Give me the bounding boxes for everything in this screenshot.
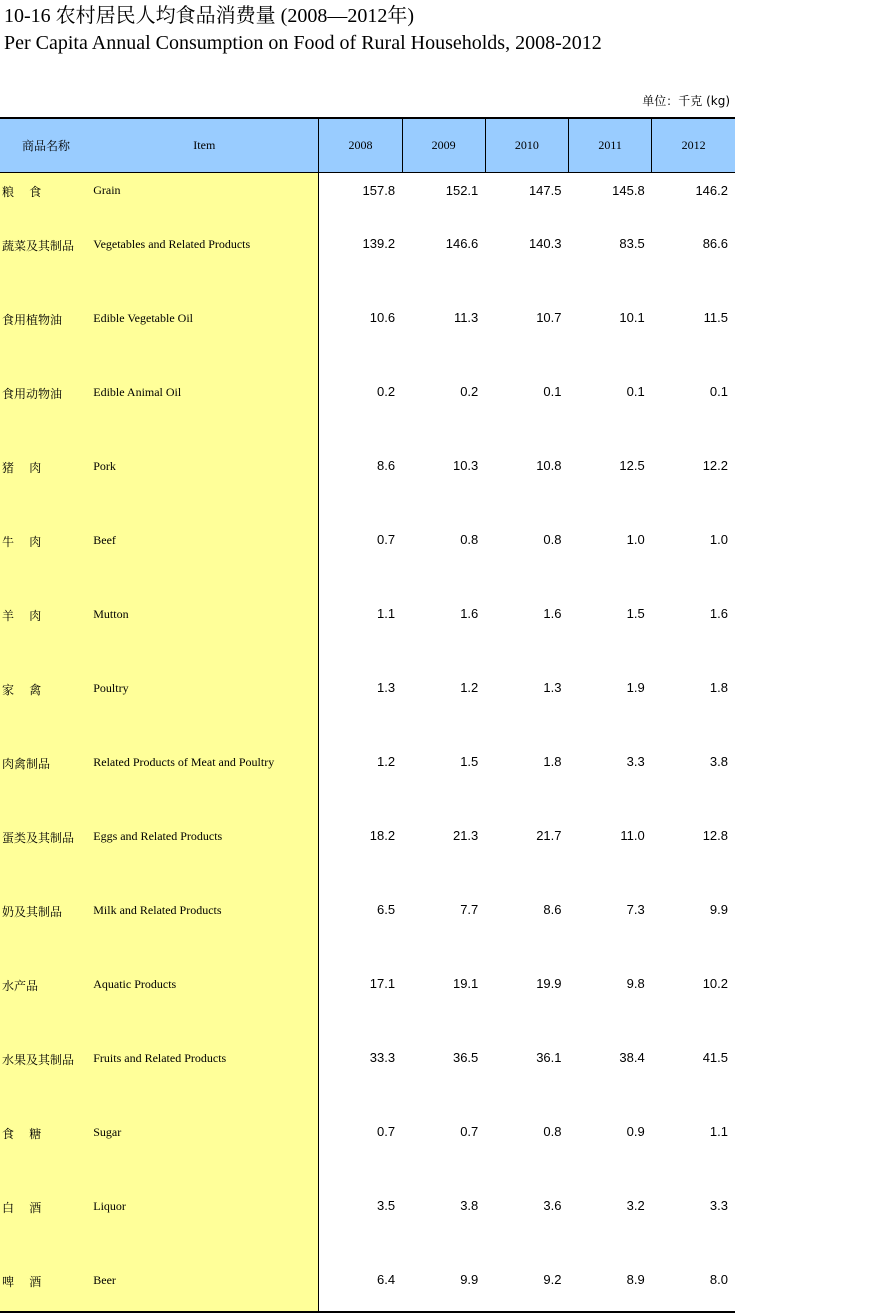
item-name-en: Edible Animal Oil	[90, 375, 319, 449]
table-row	[0, 819, 735, 893]
value-cell: 1.6	[460, 605, 479, 621]
header-year: 2008	[319, 118, 402, 172]
value-cell: 9.8	[626, 975, 645, 991]
value-cell: 1.6	[709, 605, 728, 621]
value-cell: 0.2	[376, 383, 396, 399]
item-name-cn: 水果及其制品	[0, 1041, 90, 1115]
item-name-en: Aquatic Products	[90, 967, 319, 1041]
item-name-cn: 啤 酒	[0, 1263, 90, 1312]
value-cell: 7.3	[626, 901, 645, 917]
table-row	[0, 375, 735, 449]
header-year: 2010	[485, 118, 568, 172]
item-name-en: Grain	[90, 172, 319, 227]
value-cell: 3.8	[709, 753, 728, 769]
food-consumption-table	[0, 117, 735, 1313]
value-cell: 0.7	[376, 1123, 396, 1139]
value-cell: 11.5	[703, 309, 728, 325]
item-name-en: Beef	[90, 523, 319, 597]
value-cell: 145.8	[612, 182, 645, 198]
table-row	[0, 671, 735, 745]
value-cell: 8.0	[652, 1263, 735, 1312]
value-cell: 10.7	[536, 309, 562, 325]
value-cell: 1.8	[543, 753, 562, 769]
value-cell: 1.2	[376, 753, 396, 769]
value-cell: 140.3	[528, 235, 562, 251]
value-cell: 21.7	[536, 827, 562, 843]
item-name-en: Milk and Related Products	[90, 893, 319, 967]
item-name-en: Liquor	[90, 1189, 319, 1263]
value-cell: 0.1	[709, 383, 728, 399]
header-item-en: Item	[90, 118, 319, 172]
item-name-en: Eggs and Related Products	[90, 819, 319, 893]
value-cell: 8.9	[569, 1263, 652, 1312]
value-cell: 3.2	[626, 1197, 645, 1213]
item-name-cn: 蛋类及其制品	[0, 819, 90, 893]
item-name-en: Vegetables and Related Products	[90, 227, 319, 301]
item-name-cn: 牛 肉	[0, 523, 90, 597]
table-row	[0, 523, 735, 597]
value-cell: 36.5	[452, 1049, 479, 1065]
header-item-cn: 商品名称	[0, 118, 90, 172]
value-cell: 157.8	[362, 182, 396, 198]
table-row	[0, 745, 735, 819]
value-cell: 17.1	[369, 975, 396, 991]
value-cell: 0.7	[376, 531, 396, 547]
item-name-cn: 水产品	[0, 967, 90, 1041]
value-cell: 8.6	[543, 901, 562, 917]
item-name-cn: 肉禽制品	[0, 745, 90, 819]
value-cell: 152.1	[445, 182, 479, 198]
unit-label: 单位：千克 (kg)	[642, 94, 730, 108]
value-cell: 11.3	[453, 309, 479, 325]
value-cell: 10.1	[619, 309, 645, 325]
header-year: 2011	[569, 118, 652, 172]
table-row	[0, 893, 735, 967]
value-cell: 19.9	[536, 975, 562, 991]
table-row	[0, 1041, 735, 1115]
value-cell: 1.1	[709, 1123, 728, 1139]
value-cell: 1.3	[543, 679, 562, 695]
table-row	[0, 449, 735, 523]
item-name-cn: 奶及其制品	[0, 893, 90, 967]
value-cell: 83.5	[619, 235, 645, 251]
value-cell: 19.1	[452, 975, 479, 991]
value-cell: 3.6	[543, 1197, 562, 1213]
item-name-en: Sugar	[90, 1115, 319, 1189]
value-cell: 41.5	[702, 1049, 728, 1065]
value-cell: 21.3	[452, 827, 479, 843]
value-cell: 8.6	[376, 457, 396, 473]
value-cell: 6.5	[376, 901, 396, 917]
value-cell: 0.1	[543, 383, 562, 399]
item-name-en: Related Products of Meat and Poultry	[90, 745, 319, 819]
item-name-cn: 白 酒	[0, 1189, 90, 1263]
value-cell: 9.9	[402, 1263, 485, 1312]
value-cell: 139.2	[362, 235, 396, 251]
value-cell: 147.5	[528, 182, 562, 198]
value-cell: 12.2	[702, 457, 728, 473]
value-cell: 1.0	[626, 531, 645, 547]
value-cell: 12.5	[619, 457, 645, 473]
item-name-cn: 食 糖	[0, 1115, 90, 1189]
header-year: 2012	[652, 118, 735, 172]
item-name-en: Fruits and Related Products	[90, 1041, 319, 1115]
value-cell: 1.8	[709, 679, 728, 695]
item-name-cn: 家 禽	[0, 671, 90, 745]
page-title-en: Per Capita Annual Consumption on Food of Rural Households, 2008-2012	[4, 32, 602, 54]
value-cell: 146.6	[445, 235, 479, 251]
value-cell: 36.1	[536, 1049, 562, 1065]
value-cell: 1.6	[543, 605, 562, 621]
value-cell: 38.4	[619, 1049, 645, 1065]
value-cell: 1.5	[626, 605, 645, 621]
value-cell: 3.8	[460, 1197, 479, 1213]
item-name-en: Beer	[90, 1263, 319, 1312]
value-cell: 10.3	[452, 457, 479, 473]
value-cell: 33.3	[369, 1049, 396, 1065]
item-name-cn: 粮 食	[0, 172, 90, 227]
value-cell: 3.3	[626, 753, 645, 769]
item-name-en: Edible Vegetable Oil	[90, 301, 319, 375]
value-cell: 0.1	[626, 383, 645, 399]
table-row	[0, 967, 735, 1041]
value-cell: 3.5	[376, 1197, 396, 1213]
value-cell: 0.8	[543, 1123, 562, 1139]
value-cell: 1.2	[460, 679, 479, 695]
value-cell: 9.9	[709, 901, 728, 917]
value-cell: 146.2	[695, 182, 728, 198]
value-cell: 10.2	[702, 975, 728, 991]
value-cell: 7.7	[460, 901, 479, 917]
item-name-cn: 蔬菜及其制品	[0, 227, 90, 301]
page-title-cn: 10-16 农村居民人均食品消费量 (2008—2012年)	[4, 5, 414, 27]
value-cell: 1.9	[626, 679, 645, 695]
table-row	[0, 227, 735, 301]
item-name-cn: 食用植物油	[0, 301, 90, 375]
value-cell: 86.6	[702, 235, 728, 251]
value-cell: 10.6	[369, 309, 396, 325]
item-name-en: Pork	[90, 449, 319, 523]
value-cell: 0.2	[460, 383, 479, 399]
table-row	[0, 301, 735, 375]
item-name-en: Mutton	[90, 597, 319, 671]
value-cell: 0.8	[543, 531, 562, 547]
value-cell: 3.3	[709, 1197, 728, 1213]
table-row	[0, 1263, 735, 1312]
header-year: 2009	[402, 118, 485, 172]
value-cell: 18.2	[369, 827, 396, 843]
value-cell: 10.8	[536, 457, 562, 473]
item-name-cn: 猪 肉	[0, 449, 90, 523]
value-cell: 11.0	[620, 827, 645, 843]
item-name-en: Poultry	[90, 671, 319, 745]
value-cell: 6.4	[319, 1263, 402, 1312]
value-cell: 9.2	[485, 1263, 568, 1312]
table-row	[0, 1189, 735, 1263]
table-row	[0, 172, 735, 227]
value-cell: 1.5	[460, 753, 479, 769]
value-cell: 1.1	[376, 605, 396, 621]
value-cell: 1.3	[376, 679, 396, 695]
value-cell: 0.7	[460, 1123, 479, 1139]
value-cell: 0.8	[460, 531, 479, 547]
value-cell: 1.0	[709, 531, 728, 547]
table-row	[0, 1115, 735, 1189]
table-header-row	[0, 118, 735, 172]
value-cell: 0.9	[626, 1123, 645, 1139]
value-cell: 12.8	[702, 827, 728, 843]
table-row	[0, 597, 735, 671]
item-name-cn: 食用动物油	[0, 375, 90, 449]
item-name-cn: 羊 肉	[0, 597, 90, 671]
